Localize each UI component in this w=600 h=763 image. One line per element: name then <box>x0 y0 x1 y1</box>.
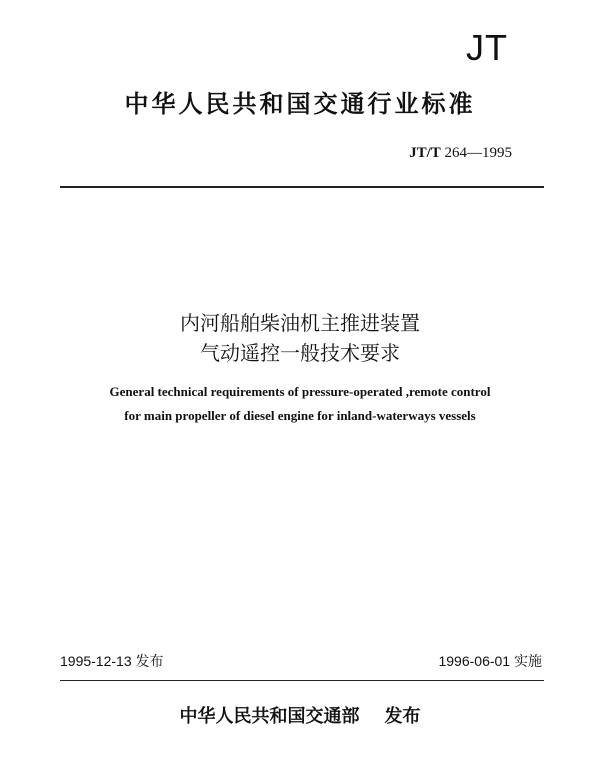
standard-number <box>409 146 512 161</box>
title-english-line-2: for main propeller of diesel engine for inland-waterways vessels <box>124 408 476 423</box>
standard-logo: JT <box>466 27 508 68</box>
footer-divider <box>60 680 544 681</box>
implementation-date: 1996-06-01 实施 <box>438 653 542 669</box>
standard-number-code: JT/T <box>409 145 441 161</box>
publisher <box>0 708 600 726</box>
publish-label: 发布 <box>384 706 421 727</box>
standard-number-value: 264—1995 <box>444 145 512 161</box>
publisher-name: 中华人民共和国交通部 <box>179 706 360 727</box>
title-chinese-line-1: 内河船舶柴油机主推进装置 <box>180 311 420 335</box>
standard-type-heading: 中华人民共和国交通行业标准 <box>124 89 476 118</box>
header-divider <box>60 186 544 188</box>
issue-date: 1995-12-13 发布 <box>60 653 164 669</box>
title-english-line-1: General technical requirements of pressure-operated ,remote control <box>109 384 491 399</box>
title-chinese-line-2: 气动遥控一般技术要求 <box>200 341 400 365</box>
